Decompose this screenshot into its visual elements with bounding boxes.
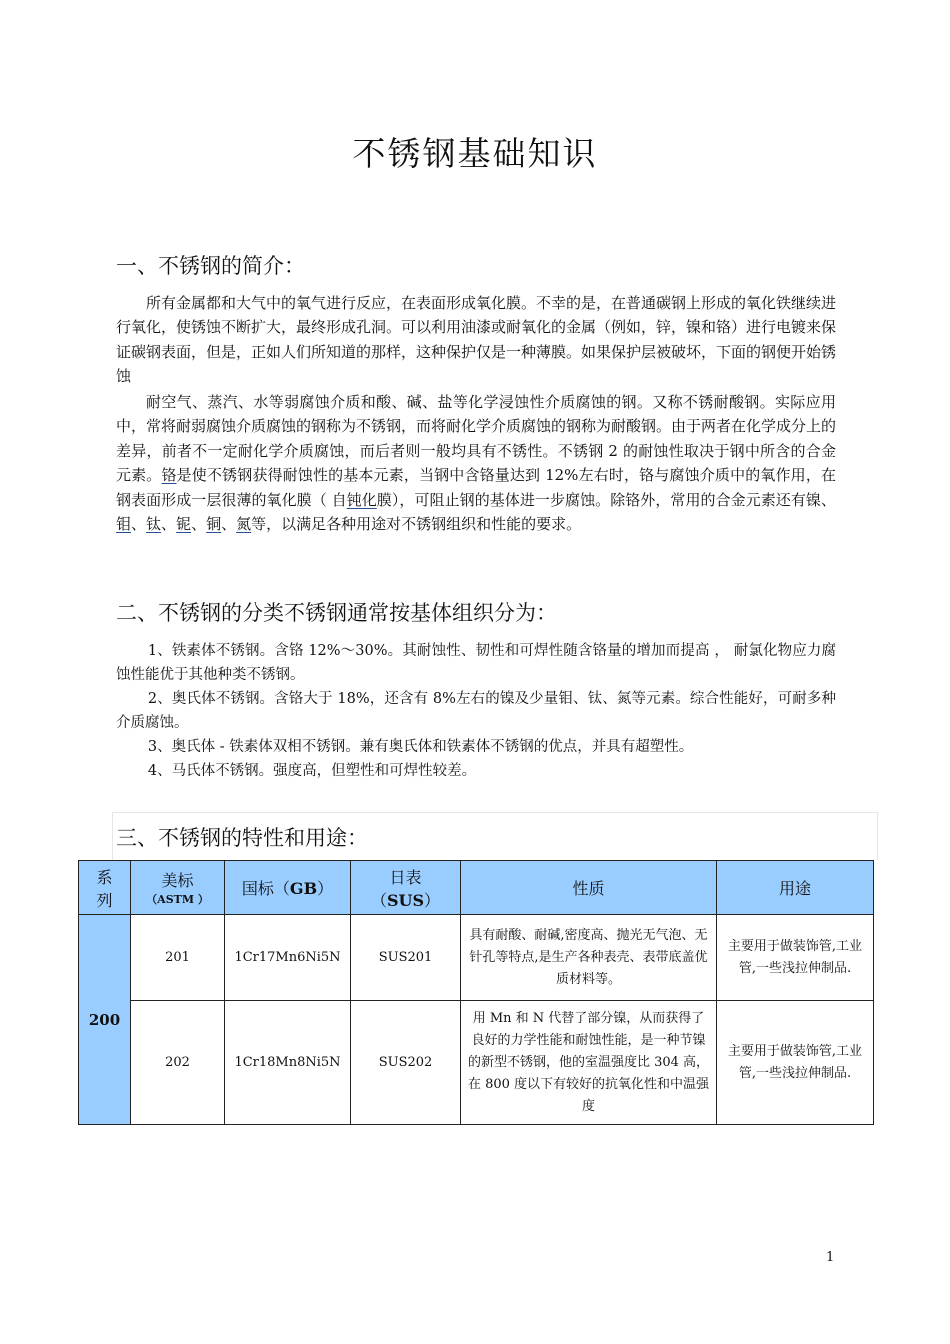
property-cell: 用 Mn 和 N 代替了部分镍，从而获得了良好的力学性能和耐蚀性能，是一种节镍的新型不锈钢，他的室温强度比 304 高，在 800 度以下有较好的抗氧化性和中温强度 bbox=[461, 1001, 717, 1125]
series-cell: 200 bbox=[79, 915, 131, 1125]
link-nitrogen[interactable]: 氮 bbox=[236, 515, 252, 534]
text-run: 耐空气、蒸汽、水等弱腐蚀介质和酸、碱、盐等化学浸蚀性介质腐蚀的钢。又称不锈耐酸钢。实际应用中，常将耐弱腐蚀介质腐蚀的钢称为不锈钢，而将耐化学介质腐蚀的钢称为耐酸钢。由于两者在化学成分上的差异，前者不一定耐化学介质腐蚀，而后者则一般均具有不锈性。不锈钢 2 的耐蚀性取决于钢中所含的合金元素。 bbox=[116, 393, 837, 485]
astm-cell: 201 bbox=[131, 915, 225, 1001]
section-heading-properties: 三、不锈钢的特性和用途： bbox=[116, 826, 368, 850]
use-cell: 主要用于做装饰管,工业管,一些浅拉伸制品. bbox=[717, 915, 874, 1001]
sus-cell: SUS202 bbox=[351, 1001, 461, 1125]
list-item: 3、奥氏体 - 铁素体双相不锈钢。兼有奥氏体和铁素体不锈钢的优点，并具有超塑性。 bbox=[147, 739, 694, 755]
page-number: 1 bbox=[826, 1250, 835, 1265]
header-sus: 日表（SUS） bbox=[351, 861, 461, 915]
gb-cell: 1Cr18Mn8Ni5N bbox=[225, 1001, 351, 1125]
list-item: 2、奥氏体不锈钢。含铬大于 18%，还含有 8%左右的镍及少量钼、钛、氮等元素。综合性能好，可耐多种介质腐蚀。 bbox=[116, 691, 836, 731]
separator: 、 bbox=[131, 515, 147, 534]
table-row bbox=[79, 915, 874, 1001]
separator: 、 bbox=[221, 515, 237, 534]
link-copper[interactable]: 铜 bbox=[206, 515, 222, 534]
property-cell: 具有耐酸、耐碱,密度高、抛光无气泡、无针孔等特点,是生产各种表壳、表带底盖优质材料等。 bbox=[461, 915, 717, 1001]
intro-paragraph-2 bbox=[116, 390, 836, 536]
link-molybdenum[interactable]: 钼 bbox=[116, 515, 132, 534]
link-chromium[interactable]: 铬 bbox=[161, 466, 177, 485]
table-row bbox=[79, 1001, 874, 1125]
gb-cell: 1Cr17Mn6Ni5N bbox=[225, 915, 351, 1001]
astm-cell: 202 bbox=[131, 1001, 225, 1125]
document-title: 不锈钢基础知识 bbox=[352, 134, 598, 173]
separator: 、 bbox=[161, 515, 177, 534]
steel-spec-table bbox=[78, 860, 874, 1125]
intro-paragraph-1: 所有金属都和大气中的氧气进行反应，在表面形成氧化膜。不幸的是，在普通碳钢上形成的氧化铁继续进行氧化，使锈蚀不断扩大，最终形成孔洞。可以利用油漆或耐氧化的金属（例如，锌，镍和铬）进行电镀来保证碳钢表面，但是，正如人们所知道的那样，这种保护仅是一种薄膜。如果保护层被破坏，下面的钢便开始锈蚀 bbox=[116, 294, 837, 386]
separator: 、 bbox=[191, 515, 207, 534]
table-header-row bbox=[79, 861, 874, 915]
use-cell: 主要用于做装饰管,工业管,一些浅拉伸制品. bbox=[717, 1001, 874, 1125]
text-run: 是使不锈钢获得耐蚀性的基本元素，当钢中含铬量达到 12%左右时，铬与腐蚀介质中的氧作用，在钢表面形成一层很薄的氧化膜（ 自 bbox=[116, 466, 836, 509]
list-item: 1、铁素体不锈钢。含铬 12%～30%。其耐蚀性、韧性和可焊性随含铬量的增加而提高 ， 耐氯化物应力腐蚀性能优于其他种类不锈钢。 bbox=[116, 643, 836, 683]
section-heading-classification: 二、不锈钢的分类不锈钢通常按基体组织分为： bbox=[116, 601, 557, 625]
text-run: 膜），可阻止钢的基体进一步腐蚀。除铬外，常用的合金元素还有镍、 bbox=[376, 490, 836, 509]
link-niobium[interactable]: 铌 bbox=[176, 515, 192, 534]
text-run: 等，以满足各种用途对不锈钢组织和性能的要求。 bbox=[251, 515, 582, 534]
sus-cell: SUS201 bbox=[351, 915, 461, 1001]
header-property: 性质 bbox=[461, 861, 717, 915]
link-passivation[interactable]: 钝化 bbox=[346, 490, 377, 509]
header-use: 用途 bbox=[717, 861, 874, 915]
link-titanium[interactable]: 钛 bbox=[146, 515, 162, 534]
classification-list bbox=[116, 639, 836, 783]
list-item: 4、马氏体不锈钢。强度高，但塑性和可焊性较差。 bbox=[147, 763, 477, 779]
section-heading-intro: 一、不锈钢的简介： bbox=[116, 254, 305, 278]
header-gb: 国标（GB） bbox=[225, 861, 351, 915]
header-astm: 美标 （ASTM ） bbox=[131, 861, 225, 915]
header-series: 系 列 bbox=[79, 861, 131, 915]
